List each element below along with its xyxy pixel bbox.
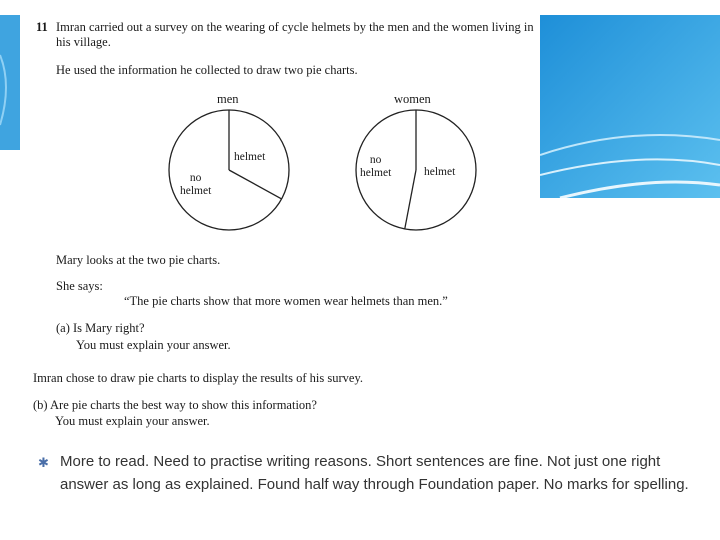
part-b-question: (b) Are pie charts the best way to show this information? <box>33 398 317 412</box>
part-a-question: (a) Is Mary right? <box>56 321 145 335</box>
question-number: 11 <box>36 20 48 34</box>
she-says-text: She says: <box>56 279 103 293</box>
mary-quote: “The pie charts show that more women wear helmets than men.” <box>124 294 448 308</box>
part-b-instruction: You must explain your answer. <box>55 414 210 428</box>
left-decorative-swoosh <box>0 15 20 150</box>
asterisk-bullet-icon: ✱ <box>38 455 49 470</box>
pie-women-helmet-label: helmet <box>424 166 456 178</box>
slide-note: More to read. Need to practise writing reasons. Short sentences are fine. Not just one right answer as long as explained. Found half way through Foundation paper. No marks for spelling. <box>60 453 689 493</box>
pie-women-title: women <box>394 92 431 106</box>
pie-chart-men <box>165 106 293 234</box>
question-intro-pie-charts: He used the information he collected to draw two pie charts. <box>56 63 358 77</box>
pie-women-no-helmet-label: no helmet <box>360 154 392 179</box>
pie-men-no-helmet-label: no helmet <box>180 172 212 197</box>
question-intro: Imran carried out a survey on the wearing of cycle helmets by the men and the women living in his village. <box>56 20 534 49</box>
mary-looks-text: Mary looks at the two pie charts. <box>56 253 221 267</box>
imran-chose-text: Imran chose to draw pie charts to display the results of his survey. <box>33 371 364 385</box>
right-decorative-swoosh <box>540 15 720 198</box>
part-a-instruction: You must explain your answer. <box>76 338 231 352</box>
pie-men-helmet-label: helmet <box>234 151 266 163</box>
pie-men-title: men <box>217 92 239 106</box>
